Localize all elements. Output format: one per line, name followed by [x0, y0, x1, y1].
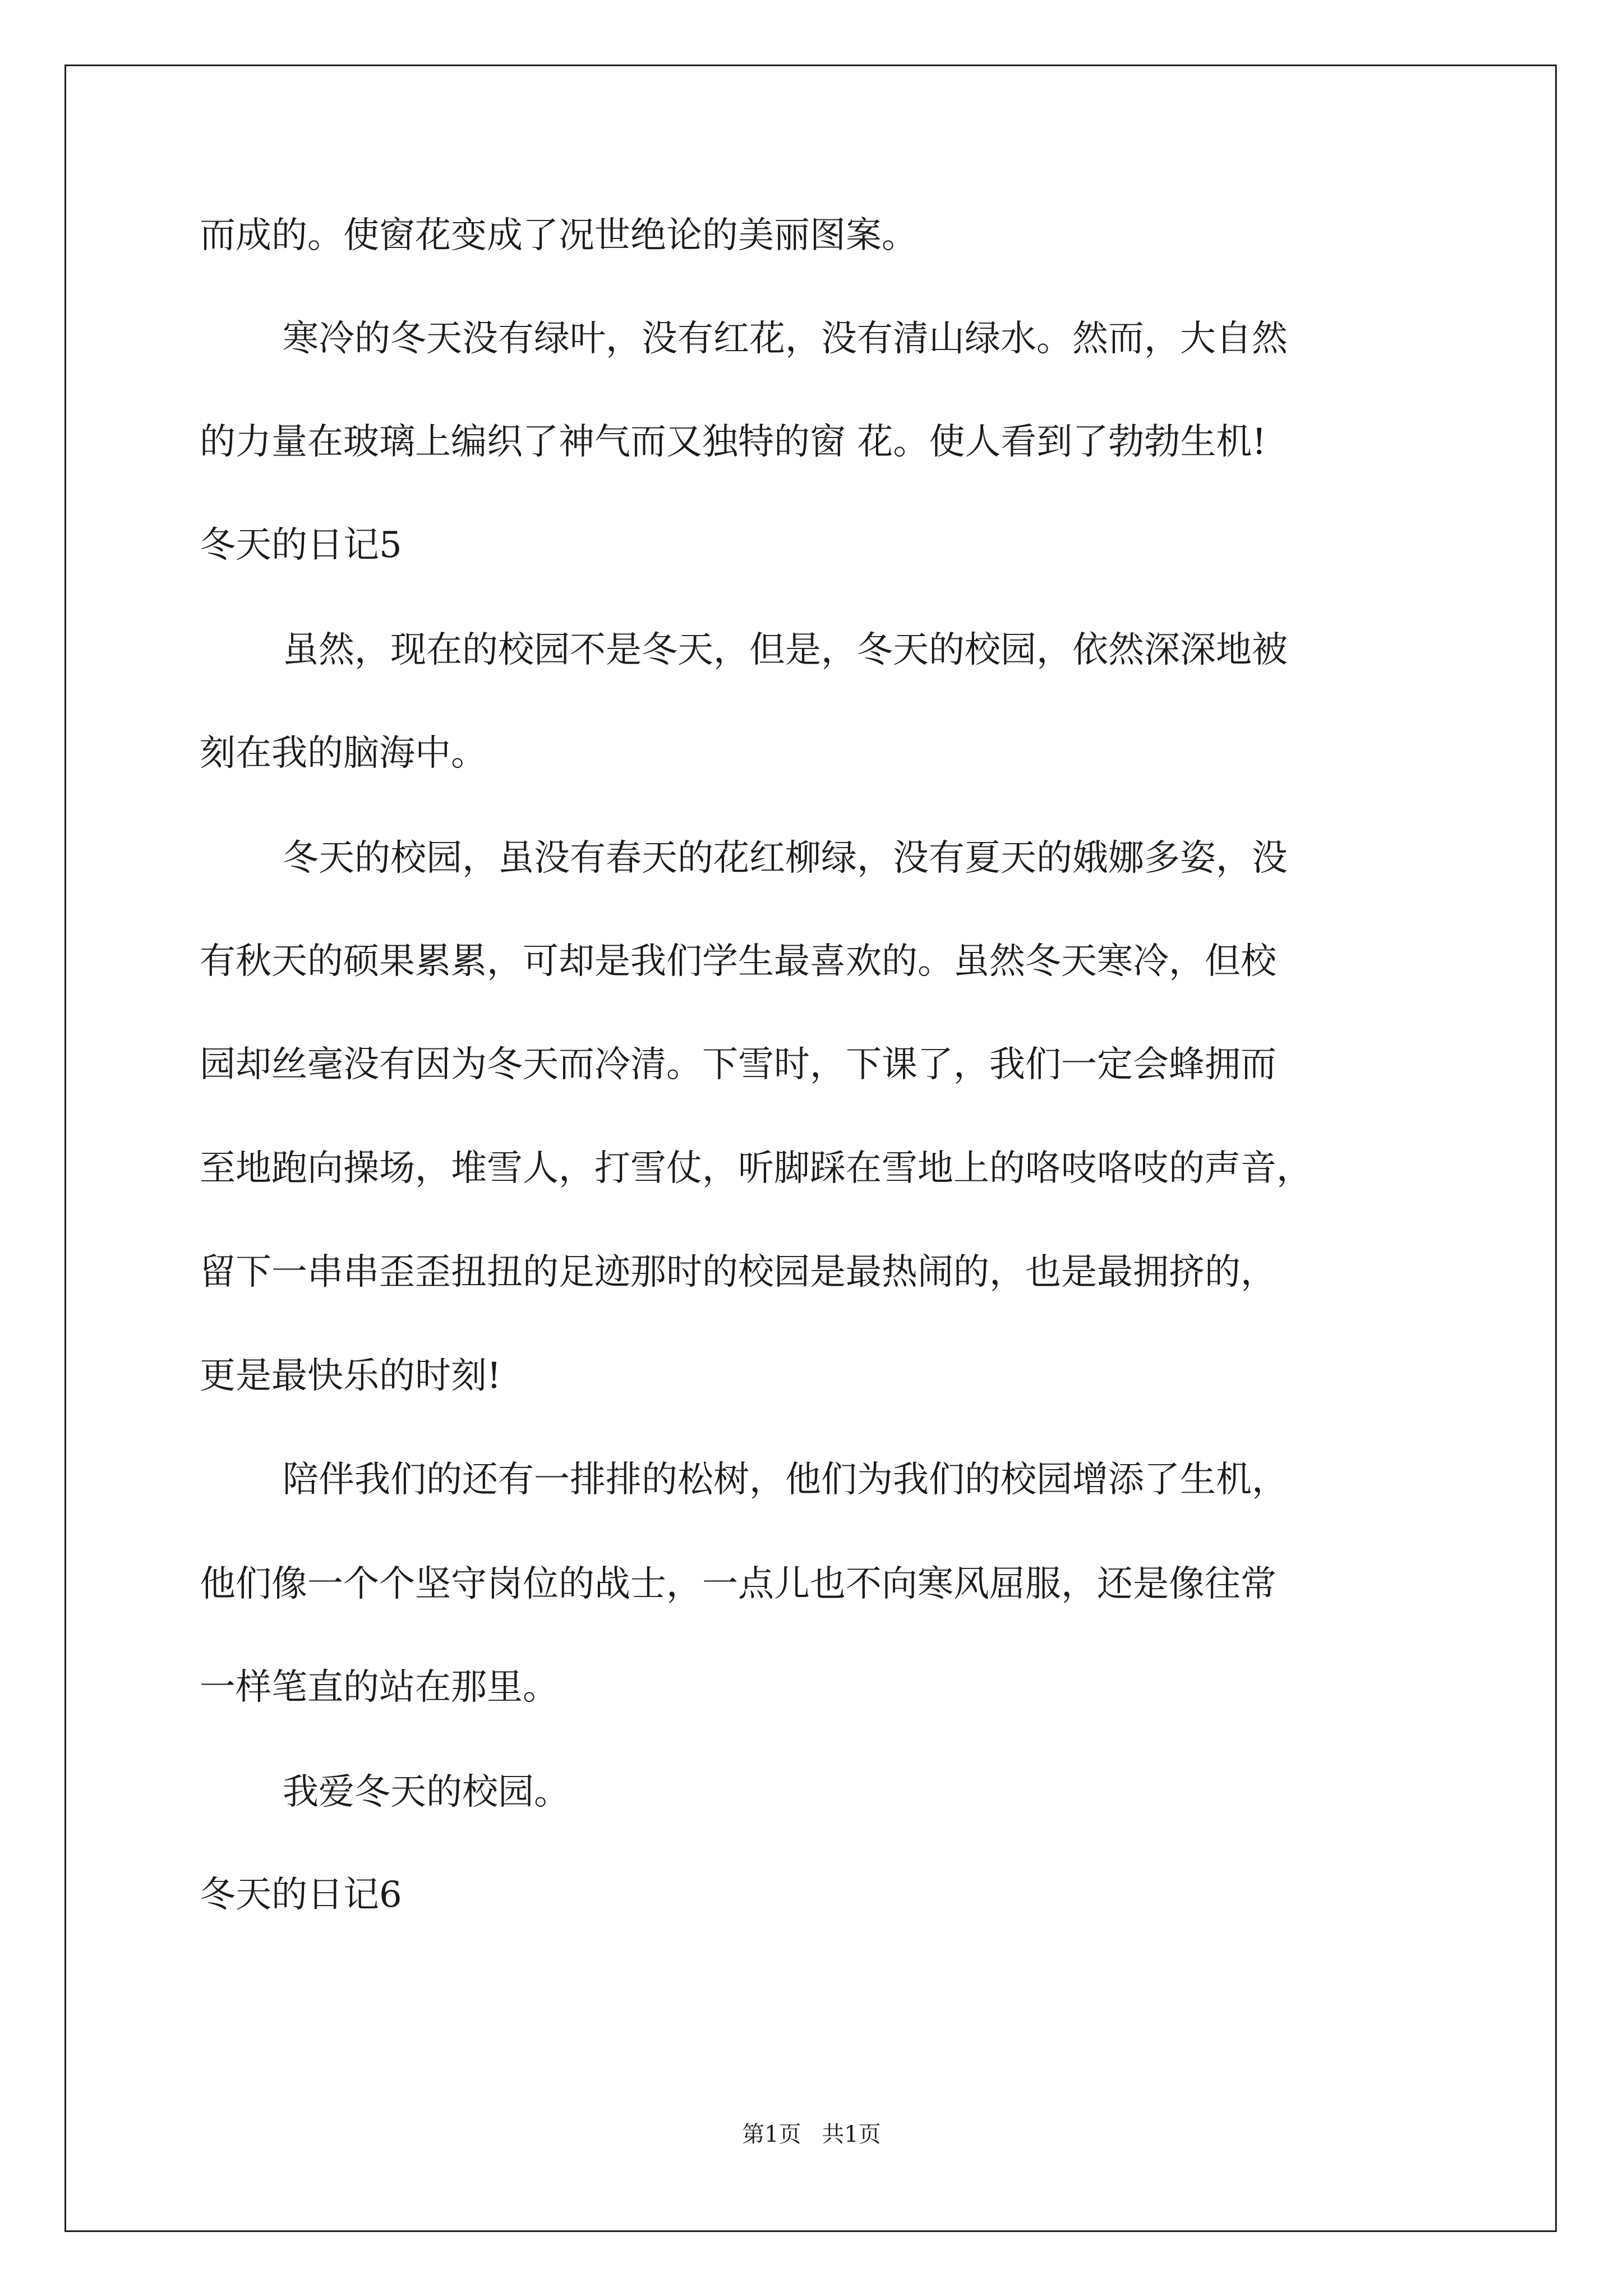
section-heading: 冬天的日记6 — [200, 1874, 402, 1916]
paragraph-line: 陪伴我们的还有一排排的松树，他们为我们的校园增添了生机， — [283, 1459, 1288, 1501]
page-footer — [0, 2120, 1623, 2148]
paragraph-line: 的力量在玻璃上编织了神气而又独特的窗 花。使人看到了勃勃生机! — [200, 421, 1267, 463]
paragraph-line: 而成的。使窗花变成了况世绝论的美丽图案。 — [200, 215, 917, 256]
paragraph-line: 刻在我的脑海中。 — [200, 733, 487, 774]
paragraph-line: 园却丝毫没有因为冬天而冷清。下雪时，下课了，我们一定会蜂拥而 — [200, 1044, 1276, 1085]
page-number: 第1页 — [742, 2122, 801, 2147]
paragraph-line: 我爱冬天的校园。 — [283, 1772, 570, 1813]
paragraph-line: 更是最快乐的时刻! — [200, 1355, 501, 1397]
paragraph-line: 寒冷的冬天没有绿叶，没有红花，没有清山绿水。然而，大自然 — [283, 318, 1288, 360]
paragraph-line: 至地跑向操场，堆雪人，打雪仗，听脚踩在雪地上的咯吱咯吱的声音， — [200, 1148, 1312, 1189]
paragraph-line: 有秋天的硕果累累，可却是我们学生最喜欢的。虽然冬天寒冷，但校 — [200, 941, 1276, 982]
paragraph-line: 冬天的校园，虽没有春天的花红柳绿，没有夏天的娥娜多姿，没 — [283, 838, 1288, 879]
section-heading: 冬天的日记5 — [200, 524, 402, 566]
paragraph-line: 留下一串串歪歪扭扭的足迹那时的校园是最热闹的，也是最拥挤的， — [200, 1251, 1276, 1293]
paragraph-line: 虽然，现在的校园不是冬天，但是，冬天的校园，依然深深地被 — [283, 629, 1288, 671]
paragraph-line: 一样笔直的站在那里。 — [200, 1667, 559, 1708]
page-total: 共1页 — [822, 2122, 881, 2147]
paragraph-line: 他们像一个个坚守岗位的战士，一点儿也不向寒风屈服，还是像往常 — [200, 1563, 1276, 1605]
